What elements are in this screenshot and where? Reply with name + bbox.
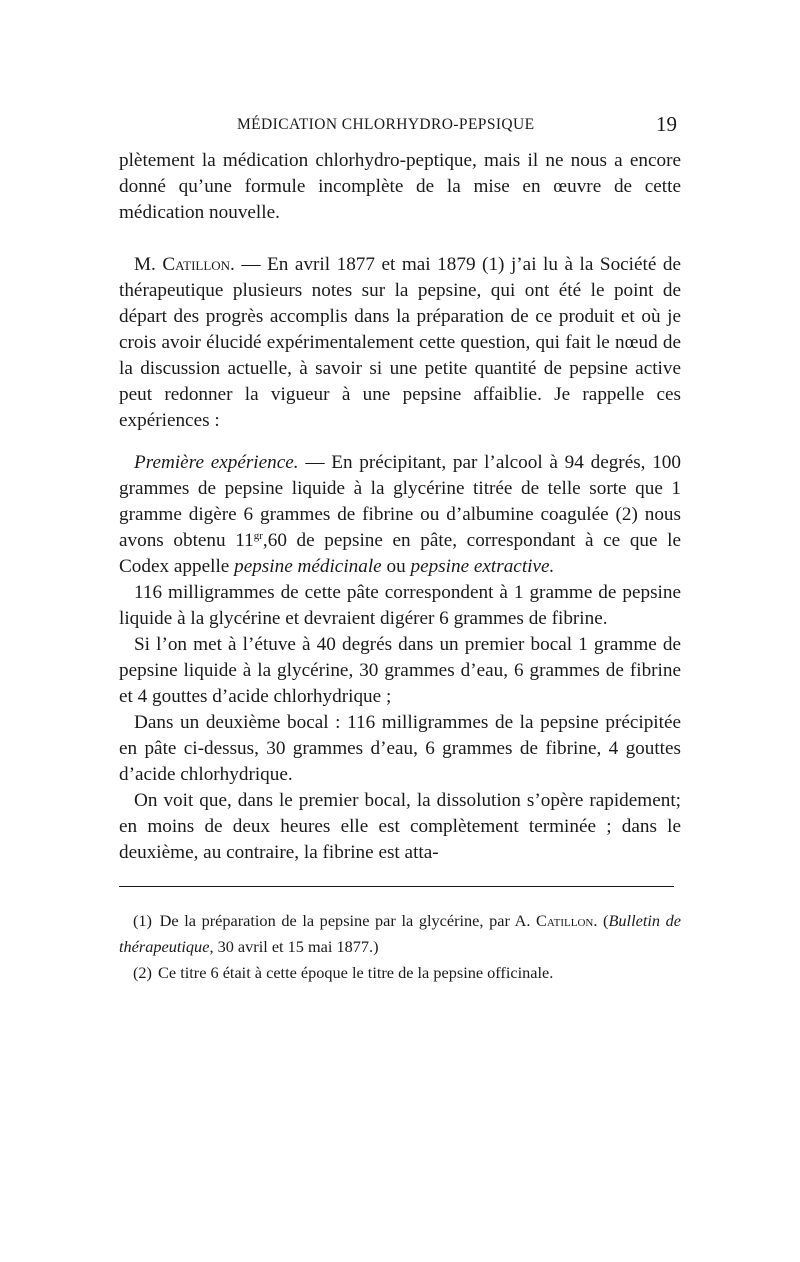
unit-superscript: gr [253, 530, 263, 542]
book-page [119, 112, 681, 986]
body-text [119, 148, 681, 866]
paragraph-milligrams: 116 milligrammes de cette pâte correspondent à 1 gramme de pepsine liquide à la glycérine et devraient digérer 6 grammes de fibrine. [119, 582, 681, 629]
speaker-name: M. Catillon. [134, 254, 235, 275]
footnote-divider [119, 886, 674, 887]
experiment-heading: Première expérience. [134, 452, 299, 473]
paragraph-continuation: plètement la médication chlorhydro-peptique, mais il ne nous a encore donné qu’une formule incomplète de la mise en œuvre de cette médication nouvelle. [119, 150, 681, 223]
paragraph-second-jar: Dans un deuxième bocal : 116 milligrammes de la pepsine précipitée en pâte ci-dessus, 30 grammes d’eau, 6 grammes de fibrine, 4 gouttes d’acide chlorhydrique. [119, 712, 681, 785]
paragraph-first-jar: Si l’on met à l’étuve à 40 degrés dans un premier bocal 1 gramme de pepsine liquide à la glycérine, 30 grammes d’eau, 6 grammes de fibrine et 4 gouttes d’acide chlorhydrique ; [119, 634, 681, 707]
footnote-2: (2) Ce titre 6 était à cette époque le titre de la pepsine officinale. [133, 963, 554, 982]
paragraph-result: On voit que, dans le premier bocal, la dissolution s’opère rapidement; en moins de deux heures elle est complètement terminée ; dans le deuxième, au contraire, la fibrine est atta- [119, 790, 681, 863]
paragraph-first-experiment: Première expérience. — En précipitant, par l’alcool à 94 degrés, 100 grammes de pepsine liquide à la glycérine titrée de telle sorte que 1 gramme digère 6 grammes de fibrine ou d’albumine coagulée (2) nous avons obtenu $11^{gr},60$ de pepsine en pâte, correspondant à ce que le Codex appelle pepsine médicinale ou pepsine extractive. [119, 452, 682, 577]
running-title: MÉDICATION CHLORHYDRO-PEPSIQUE [237, 116, 535, 133]
footnotes [119, 908, 681, 986]
paragraph-catillon: M. Catillon. — En avril 1877 et mai 1879 (1) j’ai lu à la Société de thérapeutique plusieurs notes sur la pepsine, qui ont été le point de départ des progrès accomplis dans la préparation de ce produit et où je crois avoir élucidé expérimentalement cette question, qui fait le nœud de la discussion actuelle, à savoir si une petite quantité de pepsine active peut redonner la vigueur à une pepsine affaiblie. Je rappelle ces expériences : [119, 254, 681, 431]
page-number: 19 [656, 112, 677, 136]
running-header [119, 112, 681, 148]
footnote-1: (1) De la préparation de la pepsine par la glycérine, par A. Catillon. (Bulletin de thérapeutique, 30 avril et 15 mai 1877.) [119, 911, 682, 956]
